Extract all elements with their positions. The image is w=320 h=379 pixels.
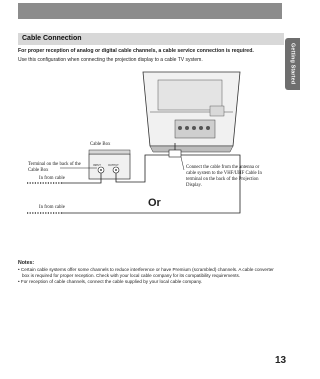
intro-text: Use this configuration when connecting the projection display to a cable TV system. xyxy=(18,57,203,63)
projection-display-illustration xyxy=(143,72,240,152)
terminal-label: Terminal on the back of the Cable Box xyxy=(28,162,81,173)
notes-title: Notes: xyxy=(18,260,35,266)
notes-list xyxy=(18,267,280,284)
output-port-label: OUTPUT xyxy=(108,164,119,167)
connect-instruction-text: Connect the cable from the antenna or cable system to the VHF/UHF Cable In terminal on the back of the Projection Display. xyxy=(186,165,262,188)
or-label: Or xyxy=(148,197,161,209)
callout-line xyxy=(181,157,184,170)
note-item: • For reception of cable channels, connect the cable supplied by your local cable company. xyxy=(18,278,203,284)
in-from-cable-label-1: In from cable xyxy=(39,176,65,181)
note-item: • Certain cable systems offer some channels to reduce interference or have Premium (scrambled) channels. A cable converter box is required for proper reception. Check with your local cable company for its compatibility requirements. xyxy=(18,267,274,278)
cable-connector xyxy=(169,150,181,157)
section-title: Cable Connection xyxy=(22,35,82,42)
input-port-label: INPUT xyxy=(93,164,101,167)
in-from-cable-label-2: In from cable xyxy=(39,205,65,210)
cable-box-label: Cable Box xyxy=(90,142,111,147)
page-number: 13 xyxy=(275,355,287,366)
intro-bold-text: For proper reception of analog or digital cable channels, a cable service connection is required. xyxy=(18,48,254,54)
side-tab-label: Getting Started xyxy=(289,43,296,85)
